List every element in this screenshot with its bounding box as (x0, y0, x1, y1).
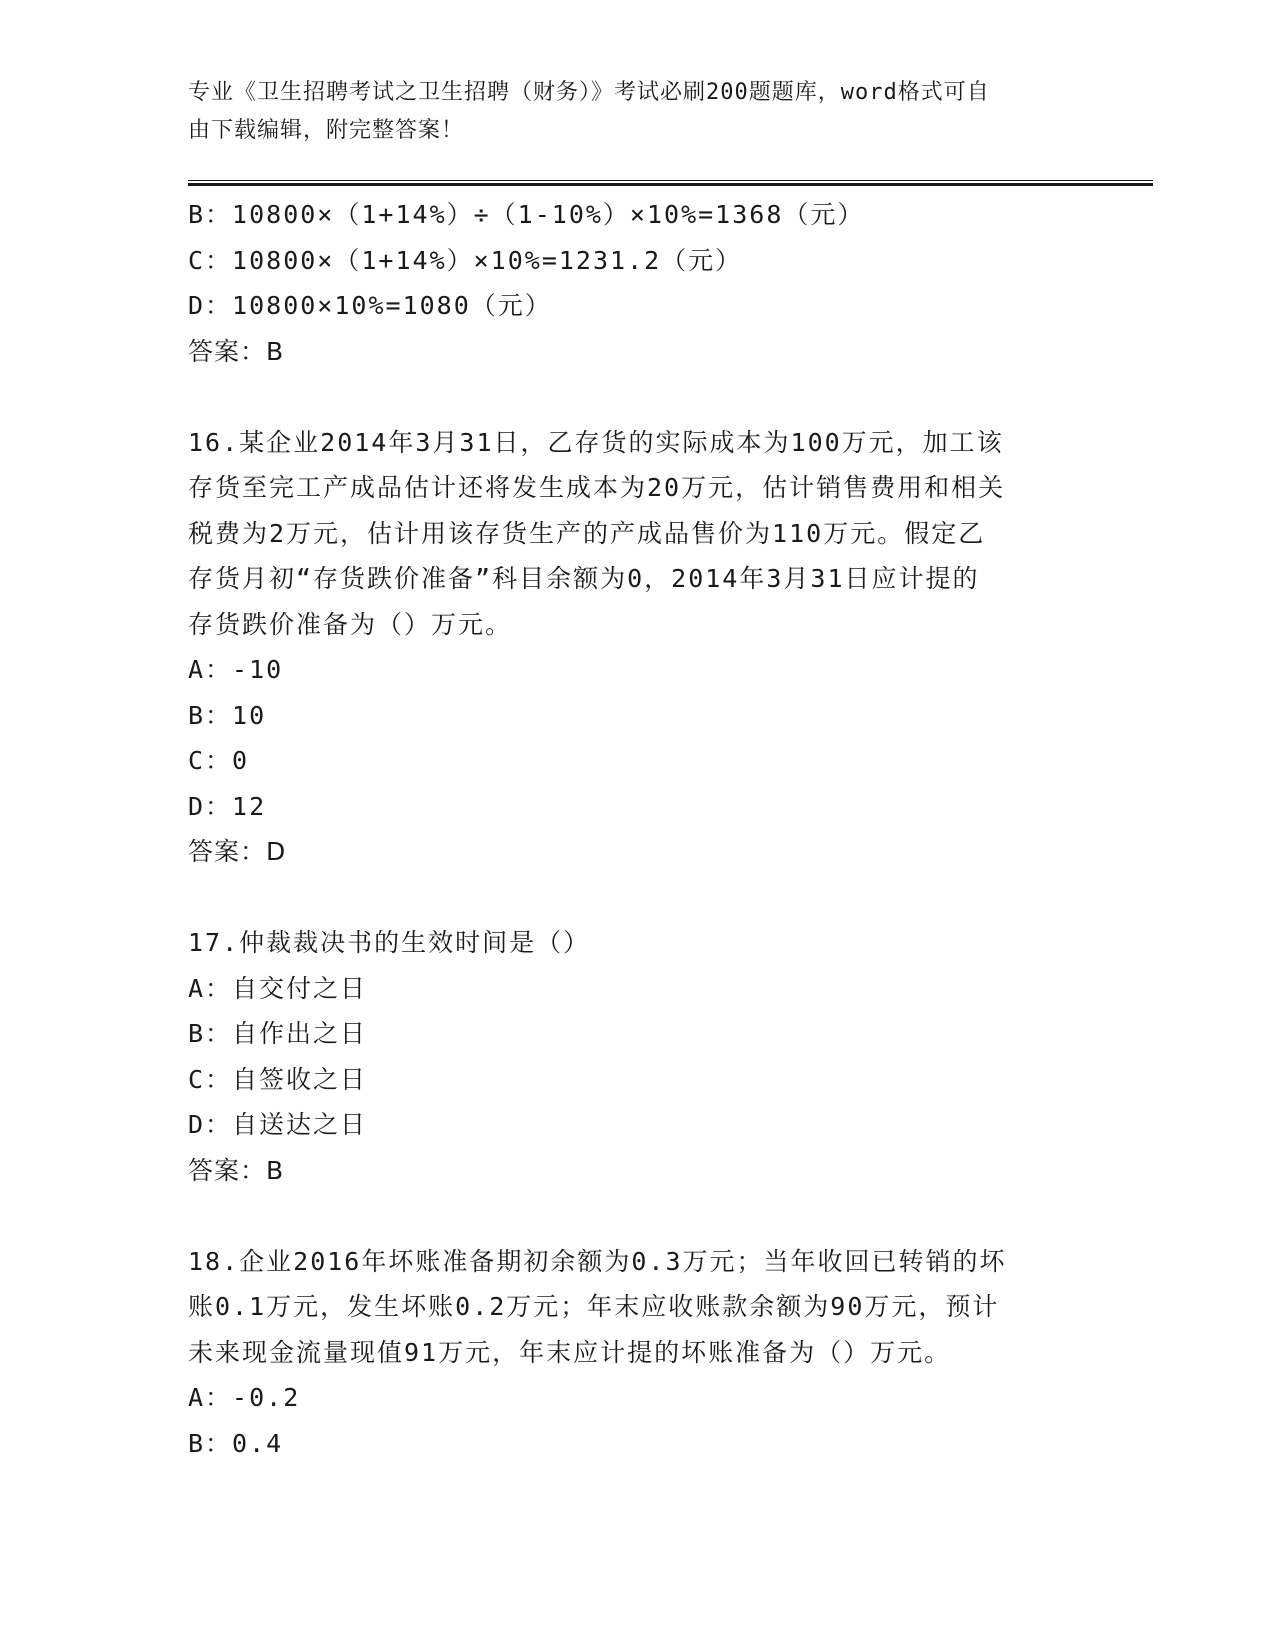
answer-line: 答案：B (188, 336, 285, 366)
question-stem-line: 存货跌价准备为（）万元。 (188, 609, 513, 639)
spacer (188, 374, 1088, 420)
header-divider-thin (188, 180, 1153, 181)
option-c: C：10800×（1+14%）×10%=1231.2（元） (188, 245, 743, 275)
option-b: B：10800×（1+14%）÷（1-10%）×10%=1368（元） (188, 200, 865, 229)
question-stem-line: 未来现金流量现值91万元，年末应计提的坏账准备为（）万元。 (188, 1337, 952, 1367)
option-d: D：10800×10%=1080（元） (188, 291, 552, 320)
option-b: B：自作出之日 (188, 1019, 368, 1048)
header-line-2: 由下载编辑，附完整答案！ (188, 118, 465, 143)
header-line-1: 专业《卫生招聘考试之卫生招聘（财务）》考试必刷200题题库，word格式可自 (188, 80, 990, 105)
answer-line: 答案：B (188, 1155, 285, 1185)
option-a: A：-0.2 (188, 1383, 301, 1412)
question-stem-line: 存货月初“存货跌价准备”科目余额为0，2014年3月31日应计提的 (188, 564, 980, 593)
question-stem-line: 税费为2万元，估计用该存货生产的产成品售价为110万元。假定乙 (188, 518, 986, 548)
document-header (188, 74, 1068, 150)
question-stem-line: 17.仲裁裁决书的生效时间是（） (188, 928, 591, 957)
option-a: A：自交付之日 (188, 973, 368, 1003)
question-stem-line: 16.某企业2014年3月31日，乙存货的实际成本为100万元，加工该 (188, 427, 1004, 457)
question-18 (188, 1239, 1088, 1467)
option-b: B：0.4 (188, 1428, 284, 1458)
spacer (188, 1193, 1088, 1239)
question-17 (188, 920, 1088, 1193)
option-b: B：10 (188, 700, 267, 730)
question-16 (188, 420, 1088, 875)
question-stem-line: 存货至完工产成品估计还将发生成本为20万元，估计销售费用和相关 (188, 473, 1006, 502)
question-stem-line: 18.企业2016年坏账准备期初余额为0.3万元；当年收回已转销的坏 (188, 1246, 1007, 1276)
question-stem-line: 账0.1万元，发生坏账0.2万元；年末应收账款余额为90万元，预计 (188, 1292, 1000, 1321)
spacer (188, 875, 1088, 921)
option-c: C：自签收之日 (188, 1064, 368, 1094)
option-c: C：0 (188, 746, 250, 775)
answer-line: 答案：D (188, 837, 287, 866)
question-prev (188, 192, 1088, 374)
header-divider-thick (188, 183, 1153, 186)
document-body (188, 192, 1088, 1466)
option-d: D：自送达之日 (188, 1110, 368, 1139)
option-d: D：12 (188, 791, 267, 821)
option-a: A：-10 (188, 655, 284, 684)
